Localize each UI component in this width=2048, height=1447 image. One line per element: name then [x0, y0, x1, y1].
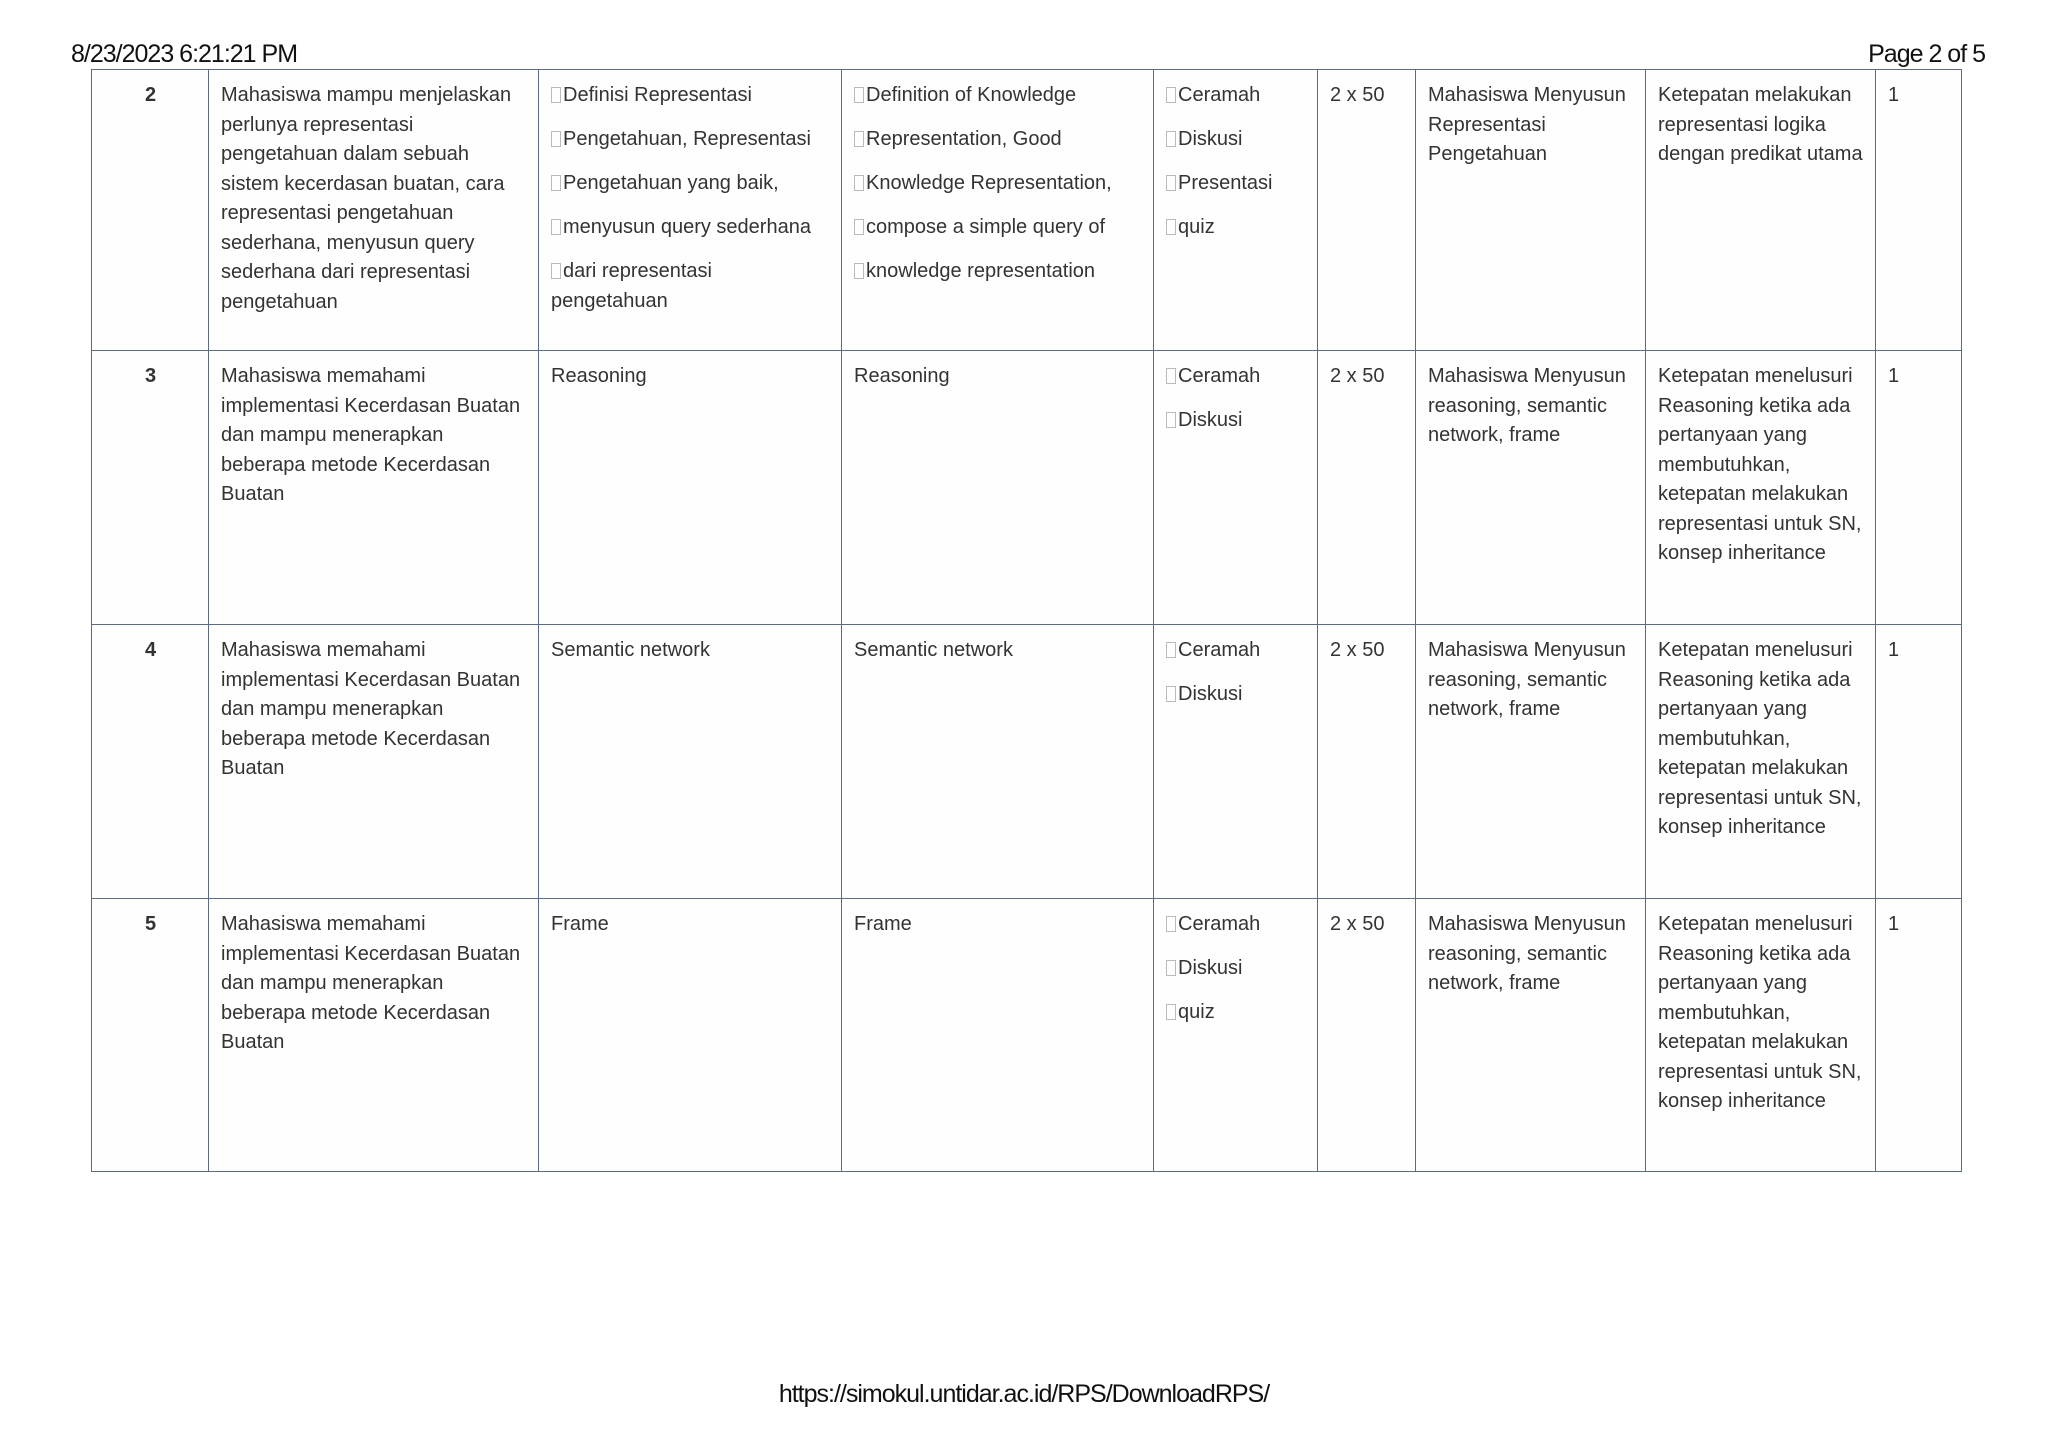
- time-allocation: 2 x 50: [1318, 70, 1416, 351]
- method-item: Diskusi: [1178, 409, 1243, 431]
- table-row: [92, 899, 1962, 1172]
- checkbox-icon: [1166, 1004, 1176, 1020]
- table-row: [92, 351, 1962, 625]
- material-en-item: Knowledge Representation,: [866, 172, 1112, 194]
- method-cell: [1154, 625, 1318, 899]
- checkbox-icon: [1166, 368, 1176, 384]
- source-url[interactable]: https://simokul.untidar.ac.id/RPS/DownloadRPS/: [778, 1380, 1270, 1408]
- checkbox-icon: [854, 175, 864, 191]
- checkbox-icon: [854, 131, 864, 147]
- method-item: Ceramah: [1178, 913, 1261, 935]
- table-row: [92, 70, 1962, 351]
- method-item: Ceramah: [1178, 84, 1261, 106]
- assessment-criteria: Ketepatan menelusuri Reasoning ketika ada pertanyaan yang membutuhkan, ketepatan melakukan representasi untuk SN, konsep inheritance: [1646, 899, 1876, 1172]
- checkbox-icon: [854, 219, 864, 235]
- student-task: Mahasiswa Menyusun Representasi Pengetahuan: [1416, 70, 1646, 351]
- material-id-item: menyusun query sederhana: [563, 216, 811, 238]
- learning-outcome: Mahasiswa mampu menjelaskan perlunya representasi pengetahuan dalam sebuah sistem kecerdasan buatan, cara representasi pengetahuan sederhana, menyusun query sederhana dari representasi pengetahuan: [209, 70, 539, 351]
- table-row: [92, 625, 1962, 899]
- assessment-criteria: Ketepatan melakukan representasi logika dengan predikat utama: [1646, 70, 1876, 351]
- material-id-cell: [539, 70, 842, 351]
- time-allocation: 2 x 50: [1318, 351, 1416, 625]
- checkbox-icon: [1166, 131, 1176, 147]
- student-task: Mahasiswa Menyusun reasoning, semantic network, frame: [1416, 351, 1646, 625]
- material-en-cell: Reasoning: [842, 351, 1154, 625]
- material-en-item: Definition of Knowledge: [866, 84, 1077, 106]
- method-item: Diskusi: [1178, 128, 1243, 150]
- checkbox-icon: [1166, 412, 1176, 428]
- checkbox-icon: [1166, 219, 1176, 235]
- checkbox-icon: [1166, 960, 1176, 976]
- student-task: Mahasiswa Menyusun reasoning, semantic network, frame: [1416, 899, 1646, 1172]
- method-cell: [1154, 70, 1318, 351]
- material-en-item: knowledge representation: [866, 260, 1096, 282]
- learning-outcome: Mahasiswa memahami implementasi Kecerdasan Buatan dan mampu menerapkan beberapa metode Kecerdasan Buatan: [209, 625, 539, 899]
- print-datetime: 8/23/2023 6:21:21 PM: [71, 40, 298, 68]
- page-number: Page 2 of 5: [1868, 40, 1985, 68]
- method-item: Diskusi: [1178, 683, 1243, 705]
- method-item: Diskusi: [1178, 957, 1243, 979]
- week-number: 4: [92, 625, 209, 899]
- learning-outcome: Mahasiswa memahami implementasi Kecerdasan Buatan dan mampu menerapkan beberapa metode Kecerdasan Buatan: [209, 351, 539, 625]
- method-item: Ceramah: [1178, 365, 1261, 387]
- material-id-item: Definisi Representasi: [563, 84, 752, 106]
- material-id-item: dari representasi pengetahuan: [551, 260, 712, 312]
- checkbox-icon: [854, 87, 864, 103]
- weight: 1: [1876, 899, 1962, 1172]
- weight: 1: [1876, 70, 1962, 351]
- week-number: 3: [92, 351, 209, 625]
- time-allocation: 2 x 50: [1318, 899, 1416, 1172]
- material-id-item: Pengetahuan, Representasi: [563, 128, 811, 150]
- checkbox-icon: [551, 87, 561, 103]
- week-number: 2: [92, 70, 209, 351]
- weight: 1: [1876, 625, 1962, 899]
- checkbox-icon: [551, 175, 561, 191]
- assessment-criteria: Ketepatan menelusuri Reasoning ketika ada pertanyaan yang membutuhkan, ketepatan melakukan representasi untuk SN, konsep inheritance: [1646, 625, 1876, 899]
- checkbox-icon: [551, 219, 561, 235]
- material-id-item: Pengetahuan yang baik,: [563, 172, 779, 194]
- material-en-cell: Semantic network: [842, 625, 1154, 899]
- checkbox-icon: [1166, 916, 1176, 932]
- material-id-cell: Reasoning: [539, 351, 842, 625]
- material-en-item: Representation, Good: [866, 128, 1062, 150]
- method-item: Ceramah: [1178, 639, 1261, 661]
- method-cell: [1154, 899, 1318, 1172]
- method-cell: [1154, 351, 1318, 625]
- checkbox-icon: [551, 263, 561, 279]
- checkbox-icon: [1166, 175, 1176, 191]
- learning-outcome: Mahasiswa memahami implementasi Kecerdasan Buatan dan mampu menerapkan beberapa metode Kecerdasan Buatan: [209, 899, 539, 1172]
- checkbox-icon: [854, 263, 864, 279]
- method-item: Presentasi: [1178, 172, 1273, 194]
- checkbox-icon: [551, 131, 561, 147]
- checkbox-icon: [1166, 642, 1176, 658]
- method-item: quiz: [1178, 216, 1215, 238]
- material-id-cell: Frame: [539, 899, 842, 1172]
- rps-table: [91, 69, 1962, 1172]
- time-allocation: 2 x 50: [1318, 625, 1416, 899]
- material-id-cell: Semantic network: [539, 625, 842, 899]
- material-en-item: compose a simple query of: [866, 216, 1106, 238]
- method-item: quiz: [1178, 1001, 1215, 1023]
- week-number: 5: [92, 899, 209, 1172]
- material-en-cell: Frame: [842, 899, 1154, 1172]
- material-en-cell: [842, 70, 1154, 351]
- checkbox-icon: [1166, 686, 1176, 702]
- assessment-criteria: Ketepatan menelusuri Reasoning ketika ada pertanyaan yang membutuhkan, ketepatan melakukan representasi untuk SN, konsep inheritance: [1646, 351, 1876, 625]
- weight: 1: [1876, 351, 1962, 625]
- student-task: Mahasiswa Menyusun reasoning, semantic network, frame: [1416, 625, 1646, 899]
- checkbox-icon: [1166, 87, 1176, 103]
